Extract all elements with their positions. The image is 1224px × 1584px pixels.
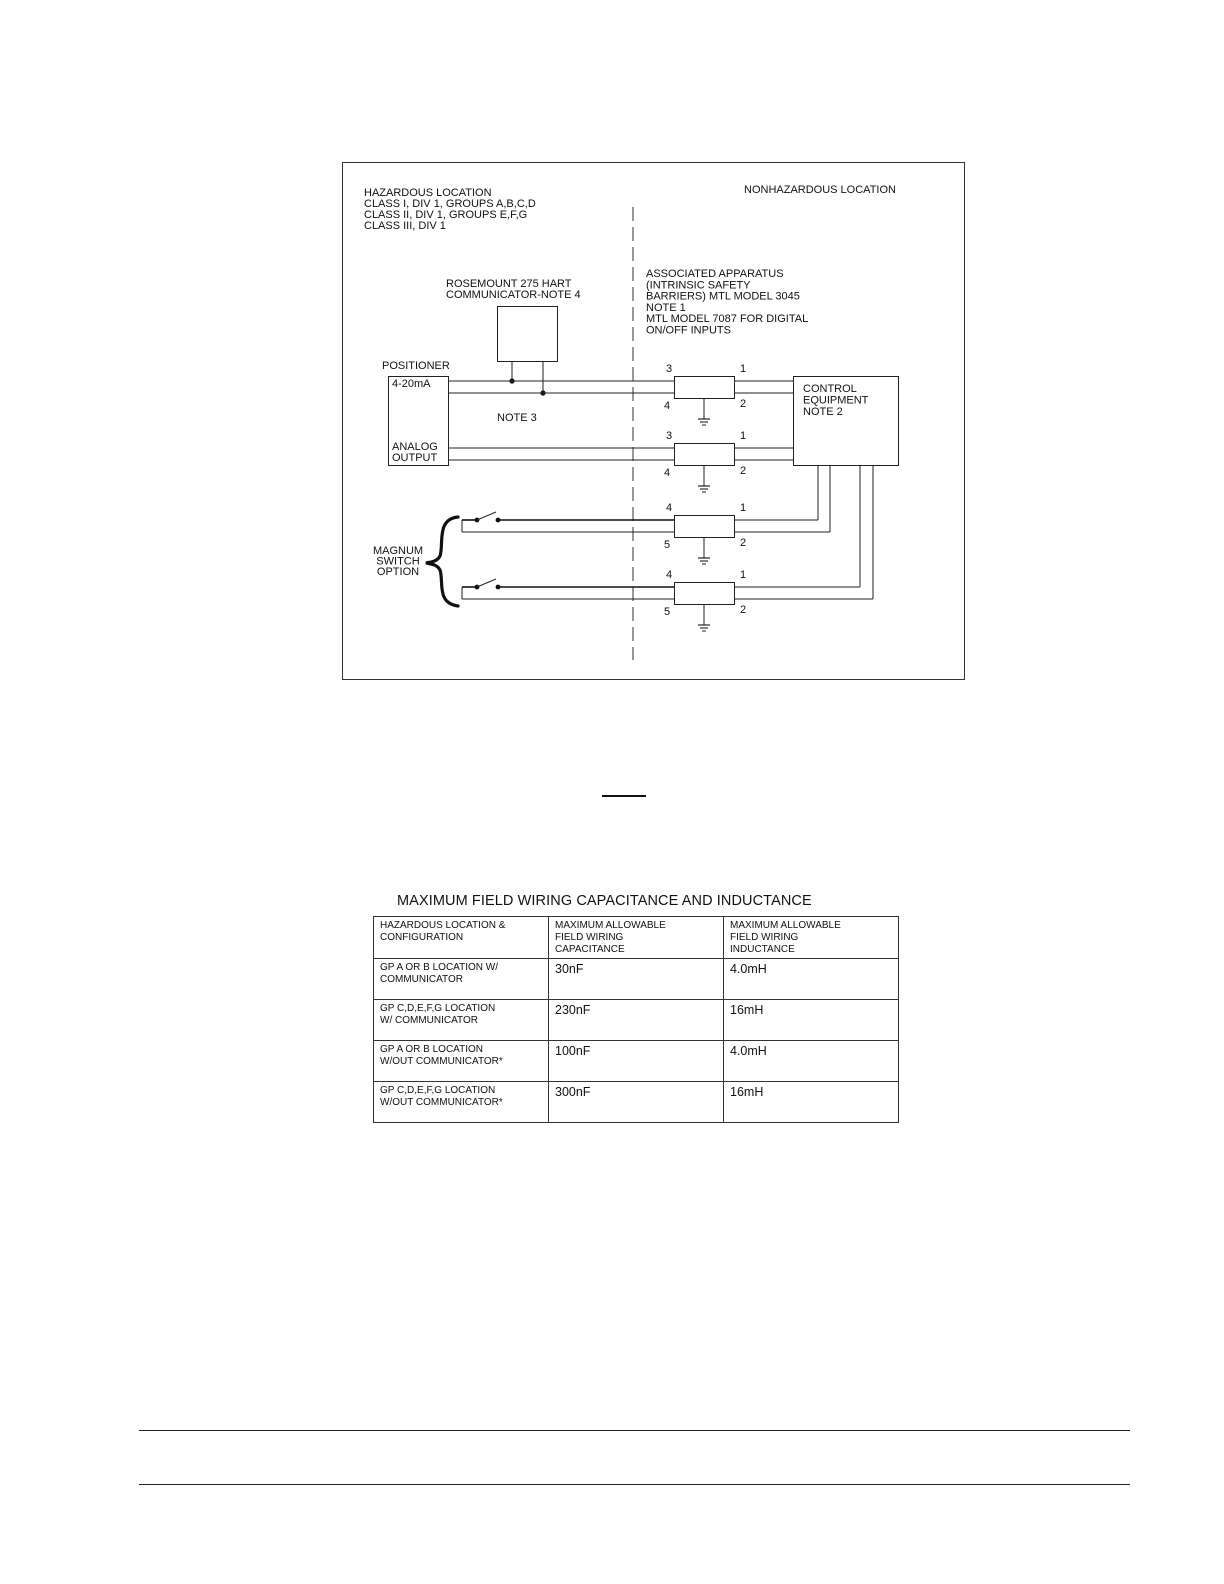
inductance-cell: 4.0mH	[724, 959, 899, 1000]
text-line: OPTION	[376, 566, 420, 578]
inductance-cell: 4.0mH	[724, 1041, 899, 1082]
is-barrier	[675, 377, 735, 399]
text-line: NOTE 2	[803, 406, 843, 418]
terminal-number: 4	[666, 502, 673, 514]
positioner-input-label: 4-20mA	[392, 378, 431, 390]
terminal-number: 2	[740, 537, 747, 549]
barrier-group	[664, 363, 746, 631]
is-barrier	[675, 516, 735, 538]
capacitance-cell: 30nF	[549, 959, 724, 1000]
text-line: BARRIERS) MTL MODEL 3045	[646, 290, 800, 303]
config-cell: GP A OR B LOCATION W/ COMMUNICATOR	[374, 959, 549, 1000]
text-line: CLASS II, DIV 1, GROUPS E,F,G	[364, 209, 528, 221]
header-capacitance: MAXIMUM ALLOWABLE FIELD WIRING CAPACITANCE	[549, 917, 724, 959]
text-line: MTL MODEL 7087 FOR DIGITAL	[646, 313, 809, 326]
text-line: (INTRINSIC SAFETY	[646, 279, 751, 292]
config-cell: GP C,D,E,F,G LOCATION W/OUT COMMUNICATOR*	[374, 1082, 549, 1123]
table-header-row	[374, 917, 899, 959]
table-row	[374, 1041, 899, 1082]
terminal-number: 4	[664, 467, 671, 479]
terminal-number: 1	[740, 430, 747, 442]
text-line: MAGNUM	[372, 545, 424, 557]
capacitance-cell: 300nF	[549, 1082, 724, 1123]
hart-communicator-box	[498, 307, 558, 362]
text-line: COMMUNICATOR-NOTE 4	[446, 289, 581, 301]
footer-rule-top	[139, 1430, 1130, 1431]
magnum-brace	[426, 517, 458, 606]
text-line: CLASS I, DIV 1, GROUPS A,B,C,D	[364, 198, 536, 210]
diagram-frame	[343, 163, 965, 680]
caption-underline	[602, 795, 646, 797]
analog-output-label	[392, 441, 438, 464]
table-title: MAXIMUM FIELD WIRING CAPACITANCE AND INDUCTANCE	[397, 893, 812, 909]
terminal-number: 3	[666, 430, 673, 442]
is-barrier	[675, 444, 735, 466]
text-line: ROSEMOUNT 275 HART	[446, 278, 572, 290]
capacitance-cell: 230nF	[549, 1000, 724, 1041]
header-location-config: HAZARDOUS LOCATION & CONFIGURATION	[374, 917, 549, 959]
table-row	[374, 959, 899, 1000]
note3-label: NOTE 3	[497, 412, 537, 424]
text-line: ON/OFF INPUTS	[646, 324, 731, 337]
terminal-number: 2	[740, 604, 747, 616]
capacitance-cell: 100nF	[549, 1041, 724, 1082]
terminal-number: 1	[740, 363, 747, 375]
text-line: ANALOG	[392, 441, 438, 453]
text-line: HAZARDOUS LOCATION	[364, 187, 492, 199]
config-cell: GP A OR B LOCATION W/OUT COMMUNICATOR*	[374, 1041, 549, 1082]
text-line: NOTE 1	[646, 301, 686, 314]
nonhazardous-location-heading: NONHAZARDOUS LOCATION	[744, 184, 896, 196]
terminal-number: 3	[666, 363, 673, 375]
text-line: SWITCH	[376, 555, 420, 568]
inductance-cell: 16mH	[724, 1000, 899, 1041]
text-line: ASSOCIATED APPARATUS	[646, 268, 784, 280]
text-line: EQUIPMENT	[803, 394, 869, 407]
terminal-number: 1	[740, 569, 747, 581]
table-row	[374, 1082, 899, 1123]
terminal-number: 2	[740, 398, 747, 410]
terminal-number: 5	[664, 539, 671, 551]
associated-apparatus-label	[646, 268, 808, 337]
terminal-number: 1	[740, 502, 747, 514]
is-barrier	[675, 583, 735, 605]
terminal-number: 4	[666, 569, 673, 581]
config-cell: GP C,D,E,F,G LOCATION W/ COMMUNICATOR	[374, 1000, 549, 1041]
table-row	[374, 1000, 899, 1041]
control-equipment-label	[803, 383, 869, 418]
terminal-number: 5	[664, 606, 671, 618]
communicator-label	[446, 278, 581, 301]
text-line: CONTROL	[803, 383, 857, 395]
header-inductance: MAXIMUM ALLOWABLE FIELD WIRING INDUCTANCE	[724, 917, 899, 959]
magnum-switch-option-label	[373, 545, 423, 578]
footer-rule-bottom	[139, 1484, 1130, 1485]
magnum-switch-2	[462, 579, 500, 589]
wiring-limits-table	[373, 916, 899, 1123]
terminal-number: 4	[664, 400, 671, 412]
positioner-label: POSITIONER	[382, 360, 450, 372]
text-line: OUTPUT	[392, 452, 438, 464]
magnum-switch-1	[462, 512, 500, 522]
hazardous-location-heading	[364, 187, 536, 232]
terminal-number: 2	[740, 465, 747, 477]
text-line: CLASS III, DIV 1	[364, 220, 446, 232]
inductance-cell: 16mH	[724, 1082, 899, 1123]
